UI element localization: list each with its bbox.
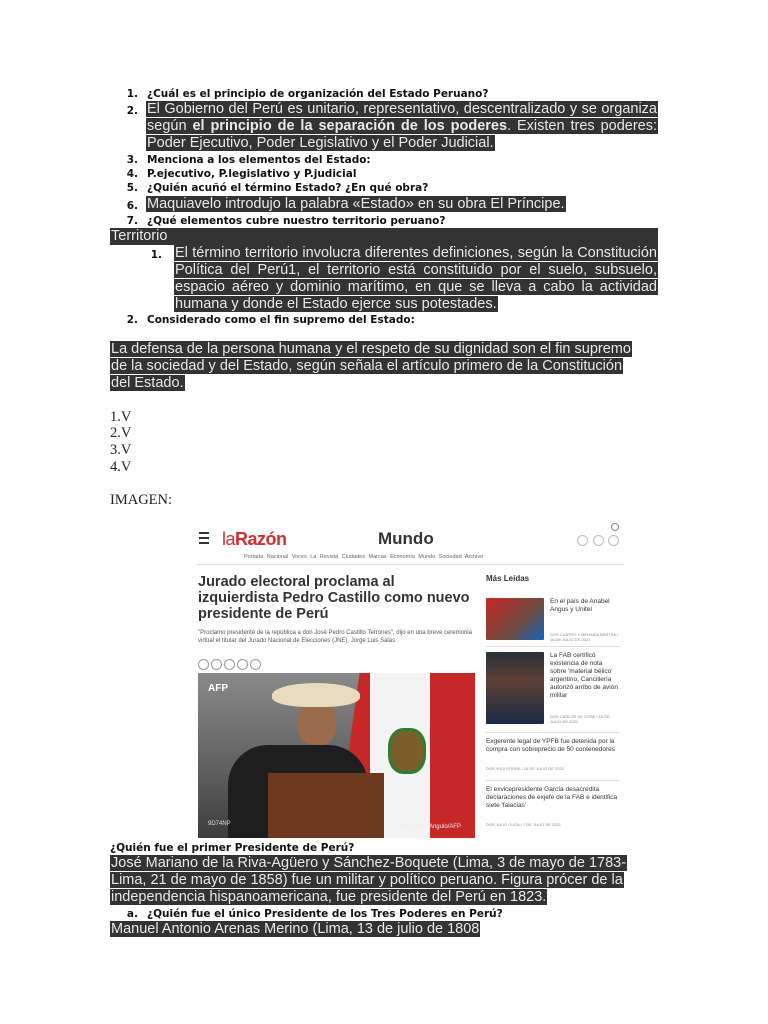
thumbnail — [486, 598, 544, 640]
article-lede: "Proclamo presidente de la república a don José Pedro Castillo Terrones", dijo en una breve ceremonia virtual el titular del Jurado Nacional de Elecciones (JNE), Jorge Luis Salas — [198, 630, 472, 644]
question-fin-supremo: Considerado como el fin supremo del Estado: — [147, 314, 415, 326]
article-photo — [198, 673, 475, 838]
article-image — [196, 520, 624, 838]
section-title: Mundo — [378, 529, 434, 548]
larazon-logo: laRazón — [222, 529, 287, 549]
thumbnail — [486, 652, 544, 724]
question-3: Menciona a los elementos del Estado: — [147, 154, 371, 166]
cart-icon — [608, 535, 619, 546]
question-4: P.ejecutivo, P.legislativo y P.judicial — [147, 168, 357, 180]
answer-1-text-a: El Gobierno del Perú es unitario, representativo, descentralizado y se organiza según — [147, 101, 657, 134]
item-meta: DOS CUATRO 4 MIRANDA BERTRA / 16 DE JULIO DE 2021 — [550, 632, 619, 642]
question-7: ¿Qué elementos cubre nuestro territorio peruano? — [147, 215, 446, 227]
photo-code: 9D74NP — [208, 821, 231, 827]
facebook-icon — [593, 535, 604, 546]
list-number: 1. — [150, 249, 162, 261]
vf-item: 2.V — [110, 425, 132, 441]
most-read-item: La FAB certificó existencia de nota sobre 'material bélico' argentino, Cancillería autorizó arribo de avión militar — [550, 652, 618, 699]
hamburger-menu-icon — [199, 532, 209, 544]
answer-6 — [146, 196, 566, 213]
answer-1-bold: el principio de la separación de los poderes — [192, 118, 508, 134]
list-number: 4. — [126, 168, 138, 180]
answer-primer-presidente: José Mariano de la Riva-Agüero y Sánchez-Boquete (Lima, 3 de mayo de 1783-Lima, 21 de mayo de 1858) fue un militar y político peruano. Figura prócer de la independencia hispanoamericana, fue presidente del Perú en 1823. — [111, 855, 627, 905]
facebook-icon — [250, 659, 261, 670]
list-letter: a. — [126, 908, 138, 920]
item-meta: DOS CARLOS DE COSE / 16 DE JULIO DE 2021 — [550, 714, 610, 724]
territorio-definition: El término territorio involucra diferentes definiciones, según la Constitución Política del Perú1, el territorio está constituido por el suelo, subsuelo, espacio aéreo y dominio marítimo, en que se lleva a cabo la actividad humana y donde el Estado ejerce sus potestades. — [175, 245, 657, 312]
list-number: 2. — [126, 105, 138, 117]
list-number: 2. — [126, 314, 138, 326]
territorio-label: Territorio — [110, 228, 658, 245]
answer-6-text: Maquiavelo introdujo la palabra «Estado» en su obra El Príncipe. — [147, 196, 565, 212]
most-read-item: El exvicepresidente García desacredita declaraciones de exjefe de la FAB e identifica siete 'falacias' — [486, 786, 618, 809]
most-read-item: En el país de Anabel Angus y Unitel — [550, 598, 610, 613]
imagen-label: IMAGEN: — [110, 492, 173, 508]
photo-credit: José Carlos Angulo/AFP — [395, 824, 461, 830]
question-primer-presidente: ¿Quién fue el primer Presidente de Perú? — [110, 842, 355, 854]
vf-item: 1.V — [110, 409, 132, 425]
twitter-icon — [577, 535, 588, 546]
question-5: ¿Quién acuñó el término Estado? ¿En qué obra? — [147, 182, 429, 194]
search-icon — [611, 523, 619, 531]
item-meta: DOS JULIO CUOA / 7 DE JULIO DE 2021 — [486, 822, 561, 827]
divider — [196, 564, 624, 565]
list-number: 5. — [126, 182, 138, 194]
sidebar-most-read — [486, 574, 622, 827]
nav-menu: Portada Nacional Voces La Revista Ciudades Marcas Economía Mundo Sociedad Archivo — [244, 554, 484, 560]
question-tres-poderes: ¿Quién fue el único Presidente de los Tres Poderes en Perú? — [147, 908, 503, 920]
list-number: 6. — [126, 200, 138, 212]
print-icon — [211, 659, 222, 670]
list-number: 1. — [126, 88, 138, 100]
list-number: 7. — [126, 215, 138, 227]
question-1: ¿Cuál es el principio de organización del Estado Peruano? — [147, 88, 489, 100]
most-read-item: Exgerente legal de YPFB fue detenida por la compra con sobreprecio de 50 contenedores — [486, 738, 615, 753]
twitter-icon — [237, 659, 248, 670]
list-number: 3. — [126, 154, 138, 166]
fin-supremo-answer: La defensa de la persona humana y el respeto de su dignidad son el fin supremo de la sociedad y del Estado, según señala el artículo primero de la Constitución del Estado. — [111, 341, 631, 391]
whatsapp-icon — [224, 659, 235, 670]
answer-1-paragraph — [146, 101, 658, 152]
email-icon — [198, 659, 209, 670]
item-meta: DOS YUDI PODRA / 16 DE JULIO DE 2021 — [486, 766, 564, 771]
answer-tres-poderes: Manuel Antonio Arenas Merino (Lima, 13 de julio de 1808 — [111, 921, 480, 937]
vf-item: 3.V — [110, 442, 132, 458]
photo-agency: AFP — [208, 683, 228, 694]
sidebar-title: Más Leídas — [486, 574, 530, 583]
article-headline: Jurado electoral proclama al izquierdista Pedro Castillo como nuevo presidente de Perú — [198, 574, 470, 622]
answer-1-text-b: . Existen tres poderes: Poder Ejecutivo, Poder Legislativo y el Poder Judicial. — [147, 118, 658, 151]
vf-item: 4.V — [110, 459, 132, 475]
